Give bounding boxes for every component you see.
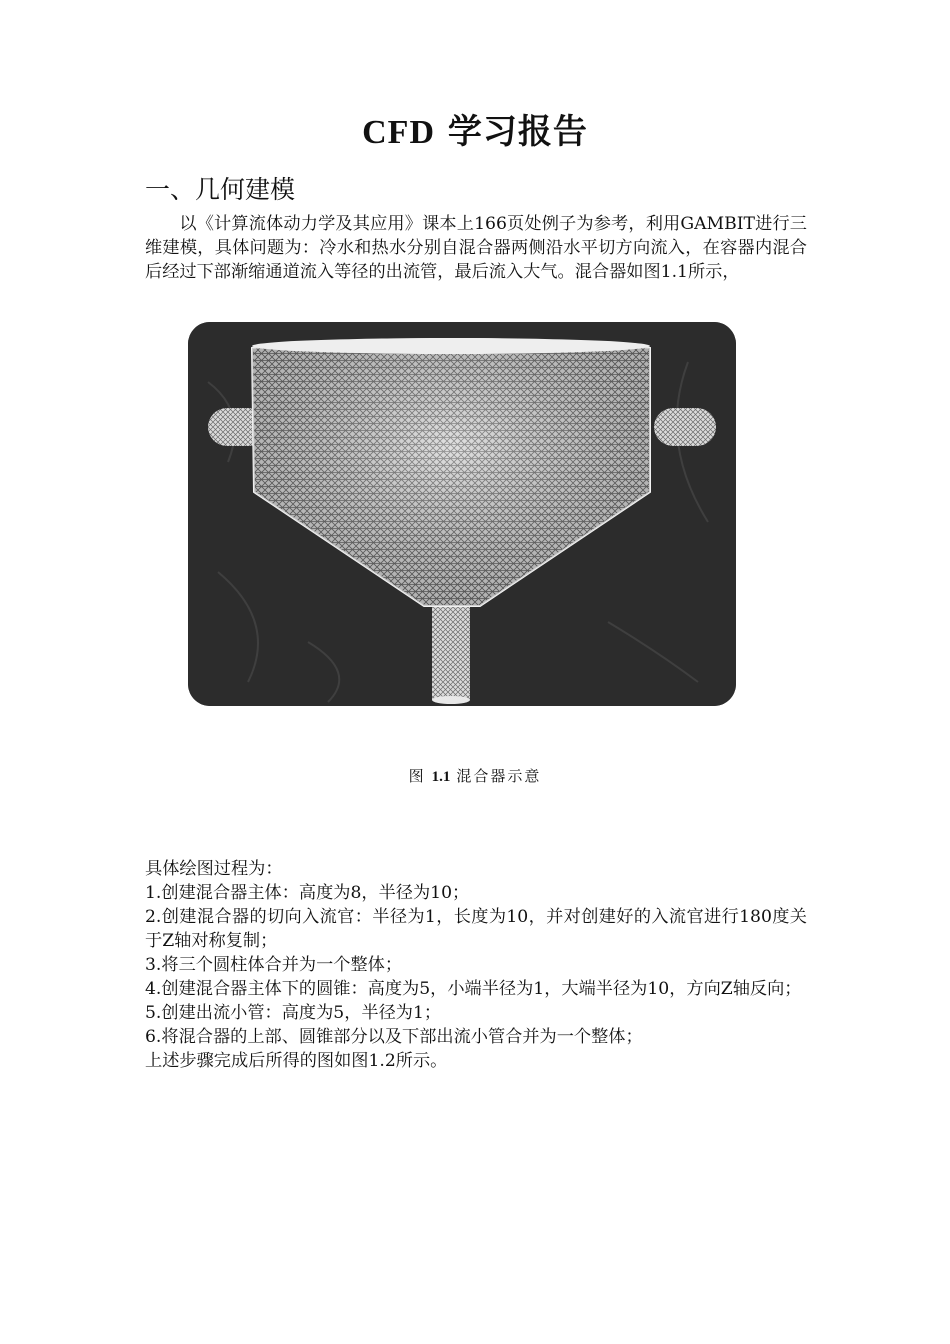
step-item: 3.将三个圆柱体合并为一个整体；: [145, 955, 403, 975]
page-title: [0, 104, 950, 153]
caption-prefix: 图: [408, 767, 426, 785]
step-item: 5.创建出流小管：高度为5，半径为1；: [145, 1003, 442, 1023]
step-item: 4.创建混合器主体下的圆锥：高度为5，小端半径为1，大端半径为10，方向Z轴反向；: [145, 979, 802, 999]
step-item: 1.创建混合器主体：高度为8，半径为10；: [145, 883, 470, 903]
title-latin: CFD: [362, 114, 436, 151]
mixer-top-face: [252, 338, 650, 354]
right-inlet-pipe: [654, 408, 716, 446]
caption-number: 1.1: [431, 769, 451, 785]
section-heading: 一、几何建模: [145, 175, 296, 204]
steps-intro: 具体绘图过程为：: [145, 859, 283, 879]
outlet-pipe: [432, 604, 470, 700]
step-item: 6.将混合器的上部、圆锥部分以及下部出流小管合并为一个整体；: [145, 1027, 643, 1047]
mixer-mesh-figure: [188, 322, 736, 706]
step-item: 2.创建混合器的切向入流官：半径为1，长度为10，并对创建好的入流官进行180度关于Z轴对称复制；: [145, 907, 807, 951]
caption-text: 混合器示意: [456, 767, 542, 785]
figure-caption: [0, 765, 950, 786]
steps-block: [145, 857, 807, 1073]
intro-paragraph: 以《计算流体动力学及其应用》课本上166页处例子为参考，利用GAMBIT进行三维建模，具体问题为：冷水和热水分别自混合器两侧沿水平切方向流入，在容器内混合后经过下部渐缩通道流入等径的出流管，最后流入大气。混合器如图1.1所示，: [145, 214, 807, 282]
steps-outro: 上述步骤完成后所得的图如图1.2所示。: [145, 1051, 448, 1071]
title-chinese: 学习报告: [447, 112, 588, 152]
mixer-mesh-image: [188, 322, 736, 706]
